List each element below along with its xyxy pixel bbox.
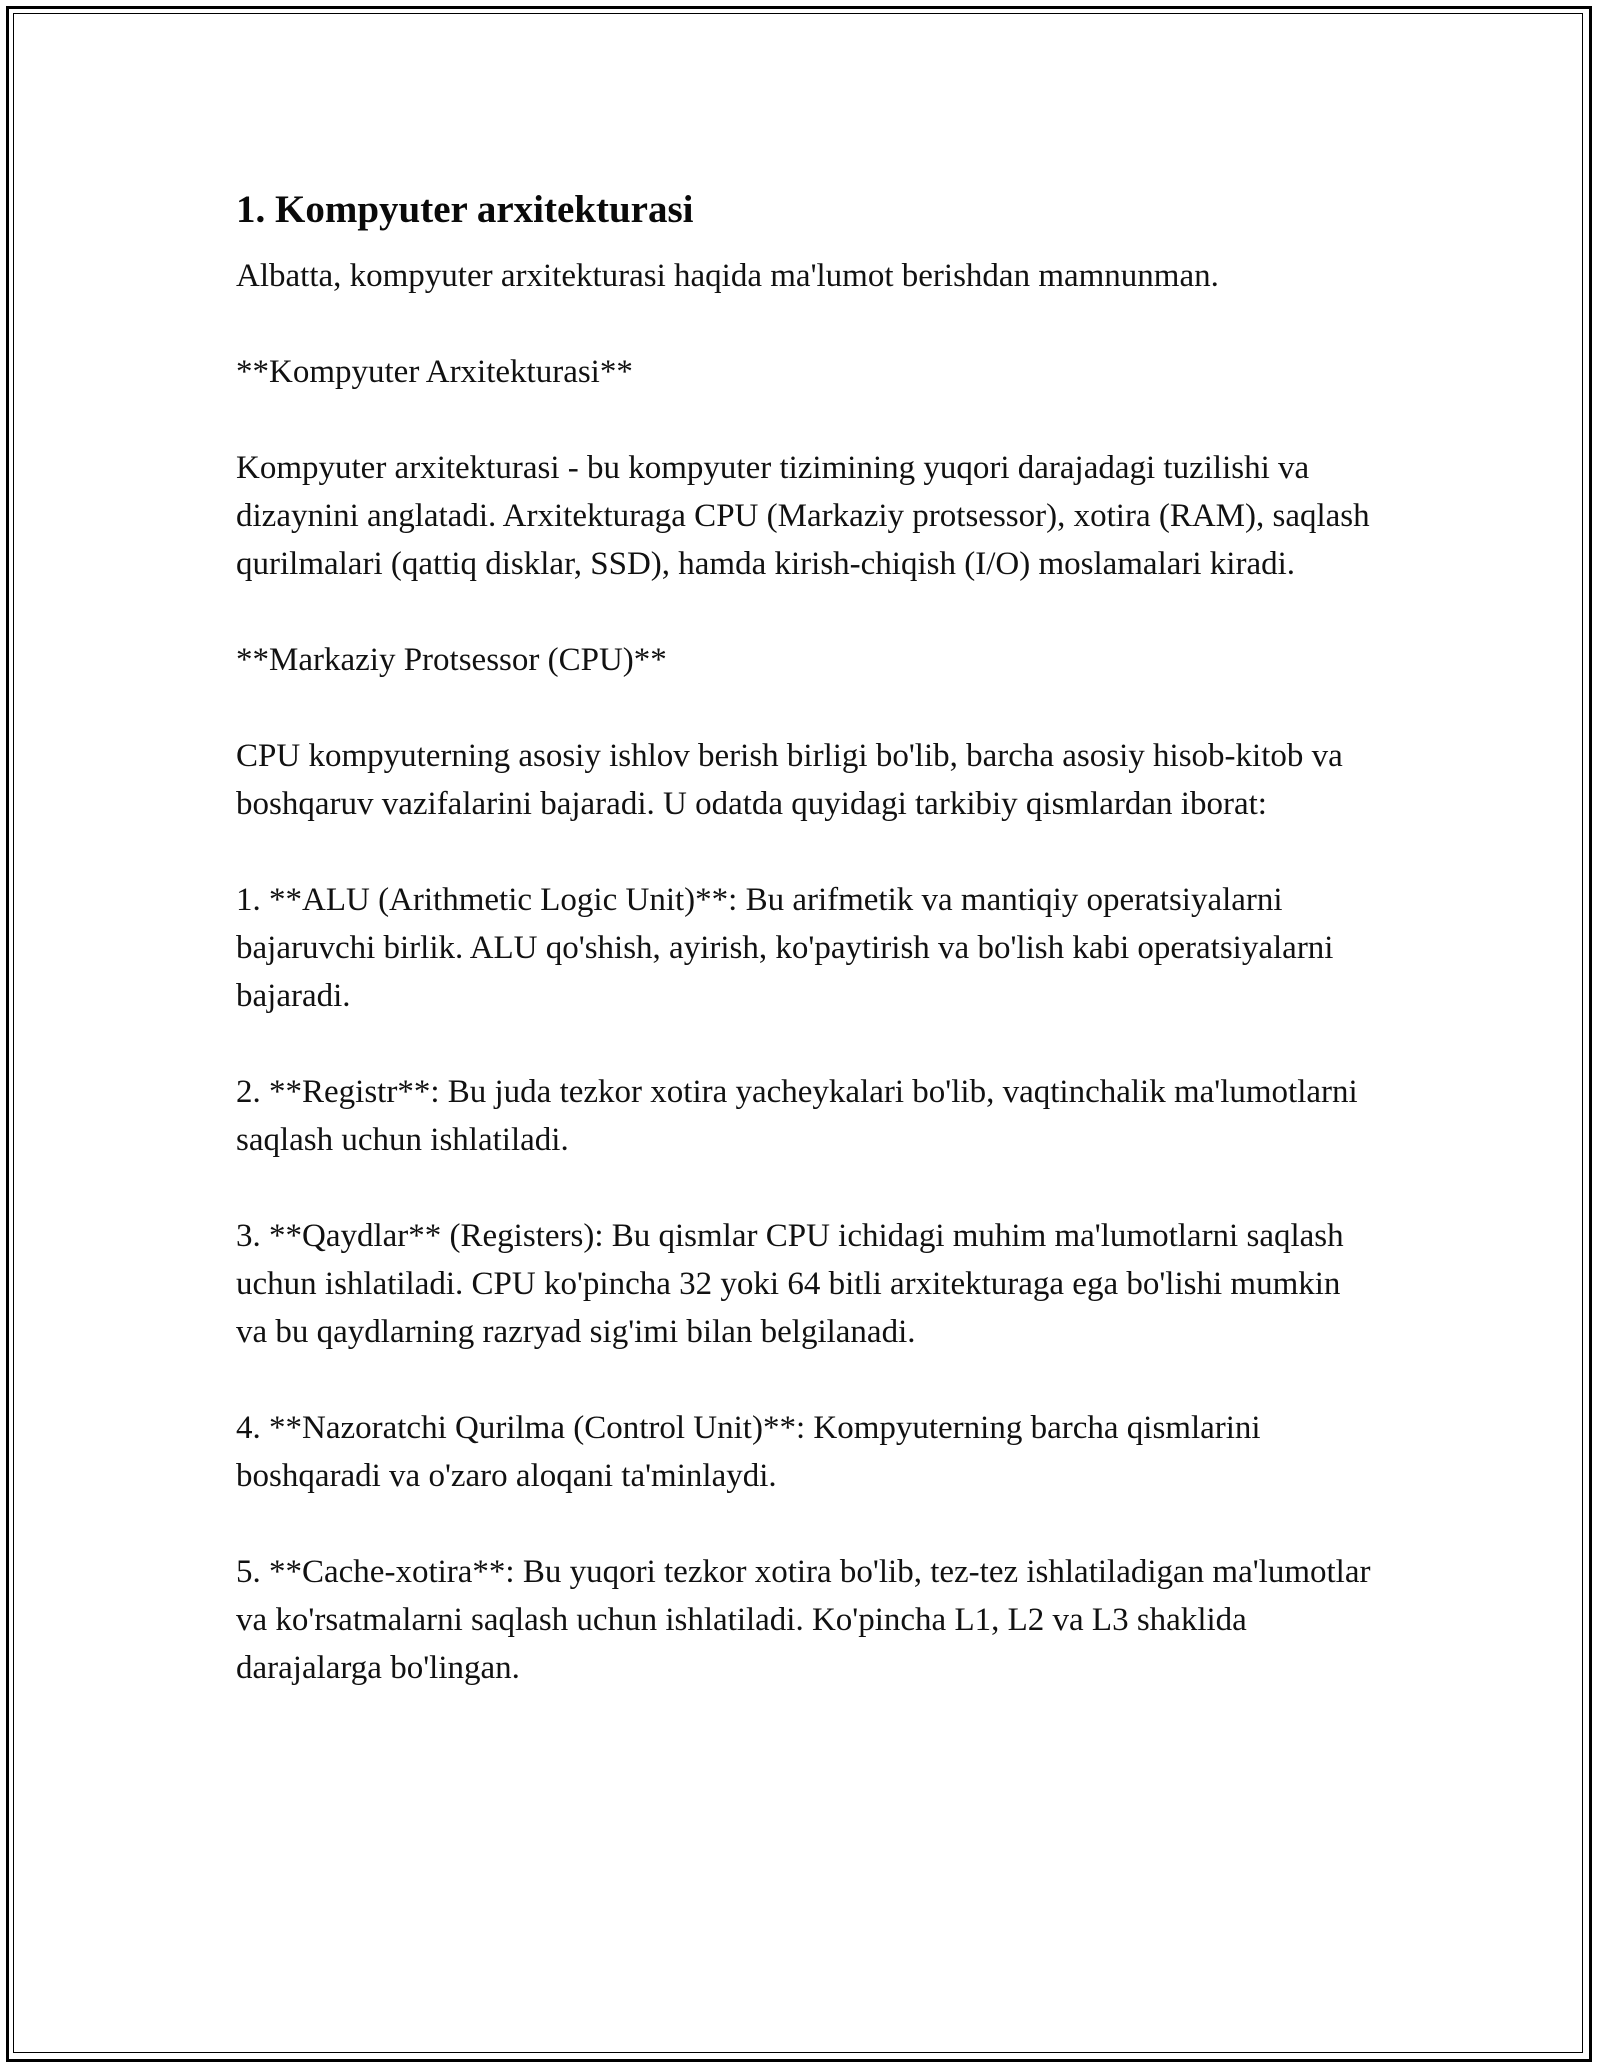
document-body: [236, 186, 1376, 1692]
section-heading-architecture: **Kompyuter Arxitekturasi**: [236, 354, 633, 390]
list-item-registr: 2. **Registr**: Bu juda tezkor xotira yacheykalari bo'lib, vaqtinchalik ma'lumotlarni saqlash uchun ishlatiladi.: [236, 1074, 1358, 1158]
cpu-paragraph: CPU kompyuterning asosiy ishlov berish birligi bo'lib, barcha asosiy hisob-kitob va boshqaruv vazifalarini bajaradi. U odatda quyidagi tarkibiy qismlardan iborat:: [236, 738, 1343, 822]
list-item-cache: 5. **Cache-xotira**: Bu yuqori tezkor xotira bo'lib, tez-tez ishlatiladigan ma'lumotlar va ko'rsatmalarni saqlash uchun ishlatiladi. Ko'pincha L1, L2 va L3 shaklida darajalarga bo'lingan.: [236, 1554, 1371, 1686]
document-title: 1. Kompyuter arxitekturasi: [236, 188, 694, 231]
list-item-control-unit: 4. **Nazoratchi Qurilma (Control Unit)**: Kompyuterning barcha qismlarini boshqaradi va o'zaro aloqani ta'minlaydi.: [236, 1410, 1261, 1494]
list-item-qaydlar: 3. **Qaydlar** (Registers): Bu qismlar CPU ichidagi muhim ma'lumotlarni saqlash uchun ishlatiladi. CPU ko'pincha 32 yoki 64 bitli arxitekturaga ega bo'lishi mumkin va bu qaydlarning razryad sig'imi bilan belgilanadi.: [236, 1218, 1344, 1350]
architecture-paragraph: Kompyuter arxitekturasi - bu kompyuter tizimining yuqori darajadagi tuzilishi va dizaynini anglatadi. Arxitekturaga CPU (Markaziy protsessor), xotira (RAM), saqlash qurilmalari (qattiq disklar, SSD), hamda kirish-chiqish (I/O) moslamalari kiradi.: [236, 450, 1370, 582]
intro-paragraph: Albatta, kompyuter arxitekturasi haqida ma'lumot berishdan mamnunman.: [236, 258, 1219, 294]
section-heading-cpu: **Markaziy Protsessor (CPU)**: [236, 642, 667, 678]
list-item-alu: 1. **ALU (Arithmetic Logic Unit)**: Bu arifmetik va mantiqiy operatsiyalarni bajaruvchi birlik. ALU qo'shish, ayirish, ko'paytirish va bo'lish kabi operatsiyalarni bajaradi.: [236, 882, 1334, 1014]
